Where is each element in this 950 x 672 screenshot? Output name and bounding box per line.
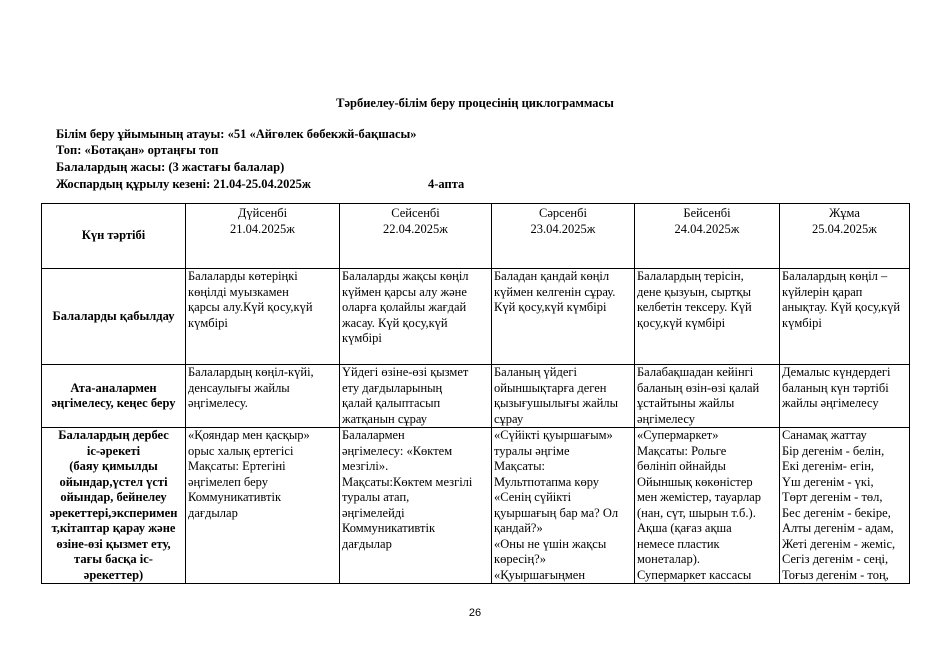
table-row bbox=[42, 365, 910, 428]
org-line: Білім беру ұйымының атауы: «51 «Айгөлек бөбекжй-бақшасы» bbox=[56, 127, 417, 141]
document-title: Тәрбиелеу-білім беру процесінің циклограммасы bbox=[336, 96, 614, 110]
row-label: Ата-аналармен әңгімелесу, кеңес беру bbox=[42, 365, 186, 428]
day-date: 23.04.2025ж bbox=[530, 221, 596, 236]
table-cell: Демалыс күндердегі баланың күн тәртібі жайлы әңгімелесу bbox=[780, 365, 910, 428]
table-cell: «Супермаркет» Мақсаты: Рольге бөлініп ойнайды Ойыншық көкөністер мен жемістер, тауарлар (нан, сүт, шырын т.б.). Ақша (қағаз ақша немесе пластик монеталар). Супермаркет кассасы bbox=[635, 428, 780, 584]
table-cell: «Сүйікті қуыршағым» туралы әңгіме Мақсаты: Мультпотапма көру «Сенің сүйікті қуыршағың бар ма? Ол қандай?» «Оны не үшін жақсы көресің?» «Қуыршағыңмен bbox=[492, 428, 635, 584]
day-header bbox=[780, 204, 910, 269]
day-date: 22.04.2025ж bbox=[383, 221, 448, 236]
table-cell: Балаларды жақсы көңіл күймен қарсы алу және оларға қолайлы жағдай жасау. Күй қосу,күй күмбірі bbox=[340, 269, 492, 365]
table-cell: Үйдегі өзіне-өзі қызмет ету дағдыларының қалай қалыптасып жатқанын сұрау bbox=[340, 365, 492, 428]
table-row bbox=[42, 428, 910, 584]
day-date: 24.04.2025ж bbox=[674, 221, 740, 236]
page-number: 26 bbox=[468, 607, 482, 619]
table-cell: «Қояндар мен қасқыр» орыс халық ертегісі Мақсаты: Ертегіні әңгімелеп беру Коммуникативтік дағдылар bbox=[186, 428, 340, 584]
day-header bbox=[635, 204, 780, 269]
table-header-row bbox=[42, 204, 910, 269]
day-header bbox=[186, 204, 340, 269]
table-cell: Балалармен әңгімелесу: «Көктем мезгілі». Мақсаты:Көктем мезгілі туралы атап, әңгімелейді Коммуникативтік дағдылар bbox=[340, 428, 492, 584]
table-cell: Балаларды көтеріңкі көңілді муызкамен қарсы алу.Күй қосу,күй күмбірі bbox=[186, 269, 340, 365]
table-cell: Баланың үйдегі ойыншықтарға деген қызығушылығы жайлы сұрау bbox=[492, 365, 635, 428]
table-cell: Баладан қандай көңіл күймен келгенін сұрау. Күй қосу,күй күмбірі bbox=[492, 269, 635, 365]
table-cell: Санамақ жаттау Бір дегенім - белін, Екі дегенім- егін, Үш дегенім - үкі, Төрт дегенім - төл, Бес дегенім - бекіре, Алты дегенім - адам, Жеті дегенім - жеміс, Сегіз дегенім - сеңі, Тоғыз дегенім - тоң, bbox=[780, 428, 910, 584]
age-line: Балалардың жасы: (3 жастағы балалар) bbox=[56, 160, 285, 174]
day-name: Бейсенбі bbox=[683, 206, 731, 220]
table-cell: Балалардың терісін, дене қызуын, сыртқы келбетін тексеру. Күй қосу,күй күмбірі bbox=[635, 269, 780, 365]
group-line: Топ: «Ботақан» ортаңғы топ bbox=[56, 143, 219, 157]
day-name: Сәрсенбі bbox=[539, 206, 587, 220]
day-name: Сейсенбі bbox=[391, 206, 440, 220]
table-cell: Балалардың көңіл – күйлерін қарап анықтау. Күй қосу,күй күмбірі bbox=[780, 269, 910, 365]
day-date: 25.04.2025ж bbox=[812, 221, 877, 236]
week-label: 4-апта bbox=[428, 177, 465, 191]
day-header bbox=[340, 204, 492, 269]
table-cell: Балабақшадан кейінгі баланың өзін-өзі қалай ұстайтыны жайлы әңгімелесу bbox=[635, 365, 780, 428]
period-line: Жоспардың құрылу кезені: 21.04-25.04.2025ж bbox=[56, 177, 311, 191]
corner-header: Күн тәртібі bbox=[42, 204, 186, 269]
day-name: Жұма bbox=[829, 206, 860, 220]
table-cell: Балалардың көңіл-күйі, денсаулығы жайлы әңгімелесу. bbox=[186, 365, 340, 428]
table-row bbox=[42, 269, 910, 365]
day-date: 21.04.2025ж bbox=[230, 221, 295, 236]
day-name: Дүйсенбі bbox=[237, 206, 288, 220]
schedule-table bbox=[41, 203, 910, 584]
row-label: Балалардың дербес іс-әрекеті (баяу қимылды ойындар,үстел үсті ойындар, бейнелеу әрекеттері,эксперимен т,кітаптар қарау және өзіне-өзі қызмет ету, тағы басқа іс- әрекеттер) bbox=[42, 428, 186, 584]
row-label: Балаларды қабылдау bbox=[42, 269, 186, 365]
day-header bbox=[492, 204, 635, 269]
